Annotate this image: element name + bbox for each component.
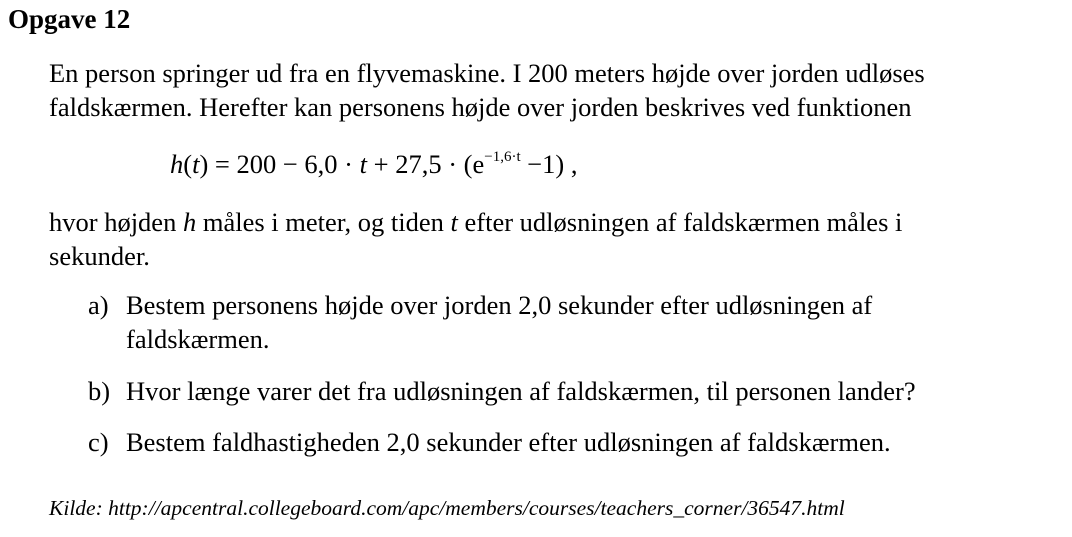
question-b-marker: b) <box>88 376 111 406</box>
intro-line-2: faldskærmen. Herefter kan personens højde over jorden beskrives ved funktionen <box>49 92 912 122</box>
formula-variable-2: t <box>359 149 367 179</box>
question-b-line-1: Hvor længe varer det fra udløsningen af faldskærmen, til personen lander? <box>126 376 916 406</box>
definition-t-symbol: t <box>450 207 458 237</box>
definition-seg-1: hvor højden <box>49 207 183 237</box>
definition-h-symbol: h <box>182 207 197 237</box>
formula-paren-open: ( <box>183 149 193 179</box>
question-a-marker: a) <box>88 290 109 320</box>
question-a-line-2: faldskærmen. <box>126 324 270 354</box>
question-a-line-1: Bestem personens højde over jorden 2,0 sekunder efter udløsningen af <box>126 290 873 320</box>
definition-paragraph <box>49 205 1059 273</box>
height-function-formula <box>170 147 578 181</box>
formula-part-1: = 200 − 6,0 · <box>208 149 360 179</box>
formula-part-2: + 27,5 · (e <box>367 149 485 179</box>
definition-seg-2: måles i meter, og tiden <box>196 207 451 237</box>
formula-paren-close: ) <box>199 149 209 179</box>
exercise-title: Opgave 12 <box>8 4 131 34</box>
question-b <box>88 374 916 408</box>
source-citation: Kilde: http://apcentral.collegeboard.com/apc/members/courses/teachers_corner/36547.html <box>49 496 845 520</box>
definition-seg-3: efter udløsningen af faldskærmen måles i <box>457 207 903 237</box>
formula-part-3: −1) , <box>520 149 578 179</box>
definition-line-2: sekunder. <box>49 241 150 271</box>
question-c-marker: c) <box>88 427 109 457</box>
question-c <box>88 425 891 459</box>
formula-function-name: h <box>170 149 184 179</box>
formula-exponent: −1,6·t <box>484 149 521 165</box>
definition-line-1 <box>49 205 1059 239</box>
formula-variable: t <box>192 149 200 179</box>
intro-paragraph <box>49 56 1059 124</box>
intro-line-1: En person springer ud fra en flyvemaskine. I 200 meters højde over jorden udløses <box>49 58 925 88</box>
question-a <box>88 288 872 356</box>
question-c-line-1: Bestem faldhastigheden 2,0 sekunder efter udløsningen af faldskærmen. <box>126 427 891 457</box>
